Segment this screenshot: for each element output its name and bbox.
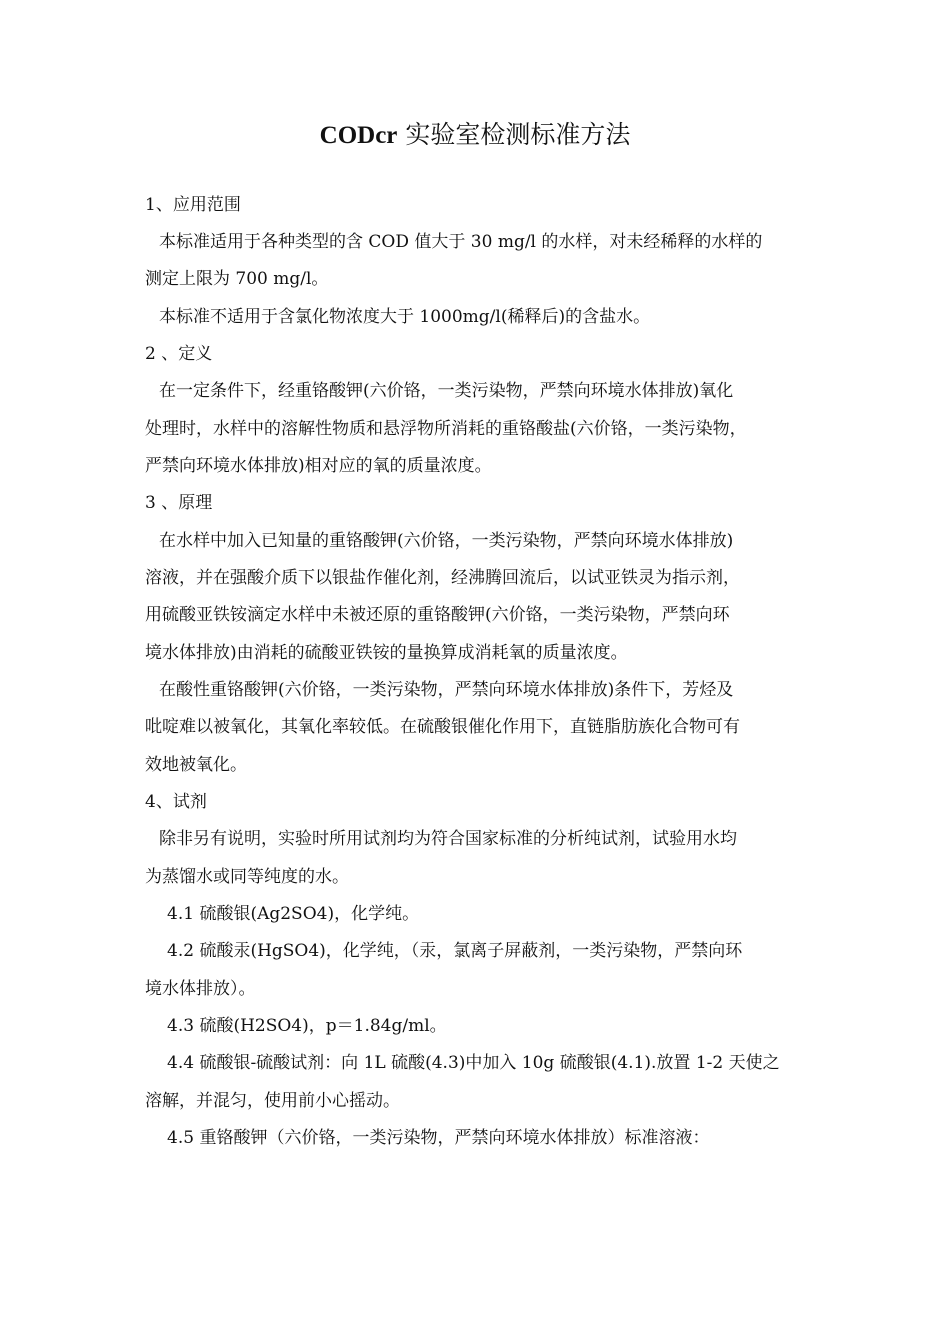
line-text: 2 、定义 bbox=[145, 344, 213, 364]
line-text: 处理时，水样中的溶解性物质和悬浮物所消耗的重铬酸盐(六价铬，一类污染物， bbox=[145, 419, 747, 439]
line-text: 4.1 硫酸银(Ag2SO4)，化学纯。 bbox=[167, 904, 420, 924]
paragraph-line bbox=[145, 417, 810, 441]
line-text: 1、应用范围 bbox=[145, 195, 241, 215]
reagent-item-4-2 bbox=[145, 939, 810, 963]
title-cjk: 实验室检测标准方法 bbox=[397, 120, 631, 149]
section-heading-reagents bbox=[145, 790, 810, 814]
paragraph-line bbox=[145, 641, 810, 665]
paragraph-line bbox=[145, 977, 810, 1001]
line-text: 3 、原理 bbox=[145, 493, 213, 513]
line-text: 溶解，并混匀，使用前小心摇动。 bbox=[145, 1091, 400, 1111]
line-text: 4.2 硫酸汞(HgSO4)，化学纯，（汞，氯离子屏蔽剂，一类污染物，严禁向环 bbox=[167, 941, 743, 961]
line-text: 用硫酸亚铁铵滴定水样中未被还原的重铬酸钾(六价铬，一类污染物，严禁向环 bbox=[145, 605, 730, 625]
line-text: 在一定条件下，经重铬酸钾(六价铬，一类污染物，严禁向环境水体排放)氧化 bbox=[159, 381, 734, 401]
paragraph-line bbox=[145, 379, 810, 403]
section-heading-principle bbox=[145, 491, 810, 515]
paragraph-line bbox=[145, 753, 810, 777]
line-text: 4.4 硫酸银-硫酸试剂：向 1L 硫酸(4.3)中加入 10g 硫酸银(4.1).放置 1-2 天使之 bbox=[167, 1053, 780, 1073]
paragraph-line bbox=[145, 267, 810, 291]
reagent-item-4-4 bbox=[145, 1051, 810, 1075]
line-text: 境水体排放）。 bbox=[145, 979, 256, 999]
line-text: 溶液，并在强酸介质下以银盐作催化剂，经沸腾回流后，以试亚铁灵为指示剂， bbox=[145, 568, 740, 588]
section-heading-definition bbox=[145, 342, 810, 366]
line-text: 效地被氧化。 bbox=[145, 755, 247, 775]
paragraph-line bbox=[145, 566, 810, 590]
line-text: 本标准适用于各种类型的含 COD 值大于 30 mg/l 的水样，对未经稀释的水样的 bbox=[159, 232, 763, 252]
reagent-item-4-3 bbox=[145, 1014, 810, 1038]
line-text: 4.5 重铬酸钾（六价铬，一类污染物，严禁向环境水体排放）标准溶液： bbox=[167, 1128, 710, 1148]
page-title bbox=[0, 118, 950, 153]
line-text: 除非另有说明，实验时所用试剂均为符合国家标准的分析纯试剂，试验用水均 bbox=[159, 829, 737, 849]
reagent-item-4-1 bbox=[145, 902, 810, 926]
paragraph-line bbox=[145, 827, 810, 851]
line-text: 4、试剂 bbox=[145, 792, 207, 812]
line-text: 本标准不适用于含氯化物浓度大于 1000mg/l(稀释后)的含盐水。 bbox=[159, 307, 651, 327]
line-text: 4.3 硫酸(H2SO4)，p＝1.84g/ml。 bbox=[167, 1016, 447, 1036]
line-text: 严禁向环境水体排放)相对应的氧的质量浓度。 bbox=[145, 456, 492, 476]
line-text: 吡啶难以被氧化，其氧化率较低。在硫酸银催化作用下，直链脂肪族化合物可有 bbox=[145, 717, 740, 737]
paragraph-line bbox=[145, 529, 810, 553]
line-text: 在水样中加入已知量的重铬酸钾(六价铬，一类污染物，严禁向环境水体排放) bbox=[159, 531, 734, 551]
paragraph-line bbox=[145, 865, 810, 889]
line-text: 测定上限为 700 mg/l。 bbox=[145, 269, 329, 289]
paragraph-line bbox=[145, 603, 810, 627]
line-text: 在酸性重铬酸钾(六价铬，一类污染物，严禁向环境水体排放)条件下，芳烃及 bbox=[159, 680, 734, 700]
paragraph-line bbox=[145, 678, 810, 702]
title-latin: CODcr bbox=[319, 122, 398, 149]
section-heading-scope bbox=[145, 193, 810, 217]
paragraph-line bbox=[145, 1089, 810, 1113]
paragraph-line bbox=[145, 454, 810, 478]
paragraph-line bbox=[145, 230, 810, 254]
reagent-item-4-5 bbox=[145, 1126, 810, 1150]
paragraph-line bbox=[145, 305, 810, 329]
line-text: 为蒸馏水或同等纯度的水。 bbox=[145, 867, 349, 887]
paragraph-line bbox=[145, 715, 810, 739]
line-text: 境水体排放)由消耗的硫酸亚铁铵的量换算成消耗氧的质量浓度。 bbox=[145, 643, 628, 663]
